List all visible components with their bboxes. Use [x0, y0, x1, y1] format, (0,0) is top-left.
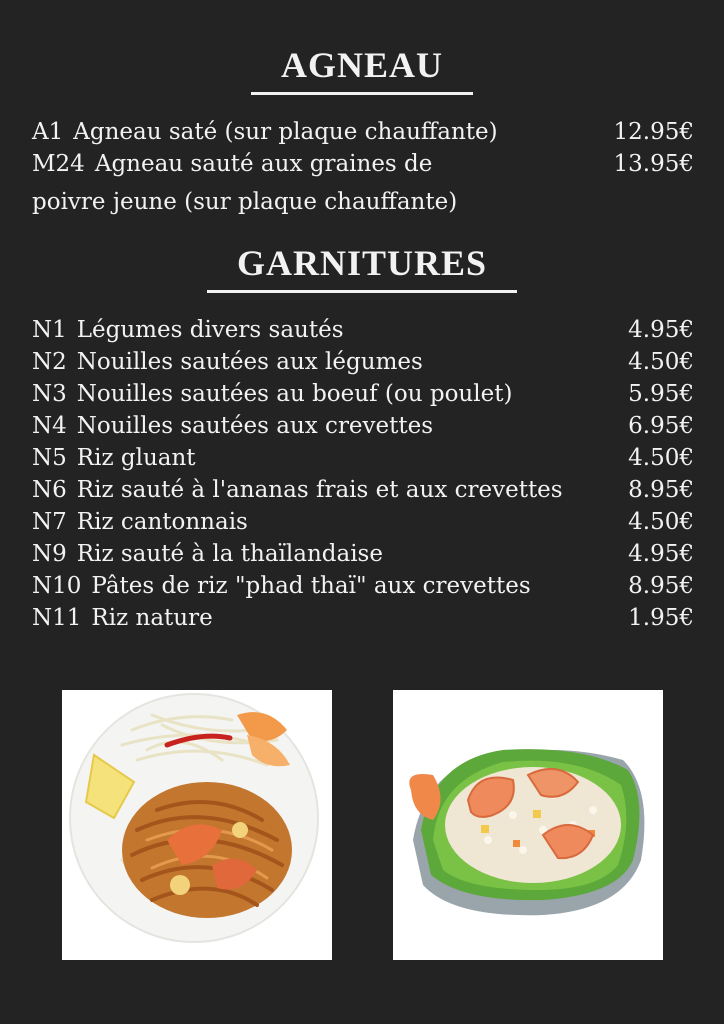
section-title-garnitures: GARNITURES	[0, 242, 724, 293]
section-title-agneau: AGNEAU	[0, 44, 724, 95]
menu-item: M24 Agneau sauté aux graines de 13.95€	[32, 151, 694, 177]
pad-thai-photo	[62, 690, 332, 960]
menu-item: N6 Riz sauté à l'ananas frais et aux crevettes 8.95€	[32, 477, 694, 503]
menu-item: N7 Riz cantonnais 4.50€	[32, 509, 694, 535]
menu-item: N10 Pâtes de riz "phad thaï" aux crevettes 8.95€	[32, 573, 694, 599]
menu-item: N9 Riz sauté à la thaïlandaise 4.95€	[32, 541, 694, 567]
pineapple-fried-rice-photo	[393, 690, 663, 960]
pineapple-fried-rice-image	[393, 690, 663, 960]
menu-item: N3 Nouilles sautées au boeuf (ou poulet) 5.95€	[32, 381, 694, 407]
menu-item: N11 Riz nature 1.95€	[32, 605, 694, 631]
menu-item: N4 Nouilles sautées aux crevettes 6.95€	[32, 413, 694, 439]
pad-thai-image	[62, 690, 332, 960]
menu-item: N1 Légumes divers sautés 4.95€	[32, 317, 694, 343]
menu-item: N2 Nouilles sautées aux légumes 4.50€	[32, 349, 694, 375]
menu-item: A1 Agneau saté (sur plaque chauffante) 12.95€	[32, 119, 694, 145]
menu-item-continuation: poivre jeune (sur plaque chauffante)	[32, 189, 458, 215]
menu-item: N5 Riz gluant 4.50€	[32, 445, 694, 471]
